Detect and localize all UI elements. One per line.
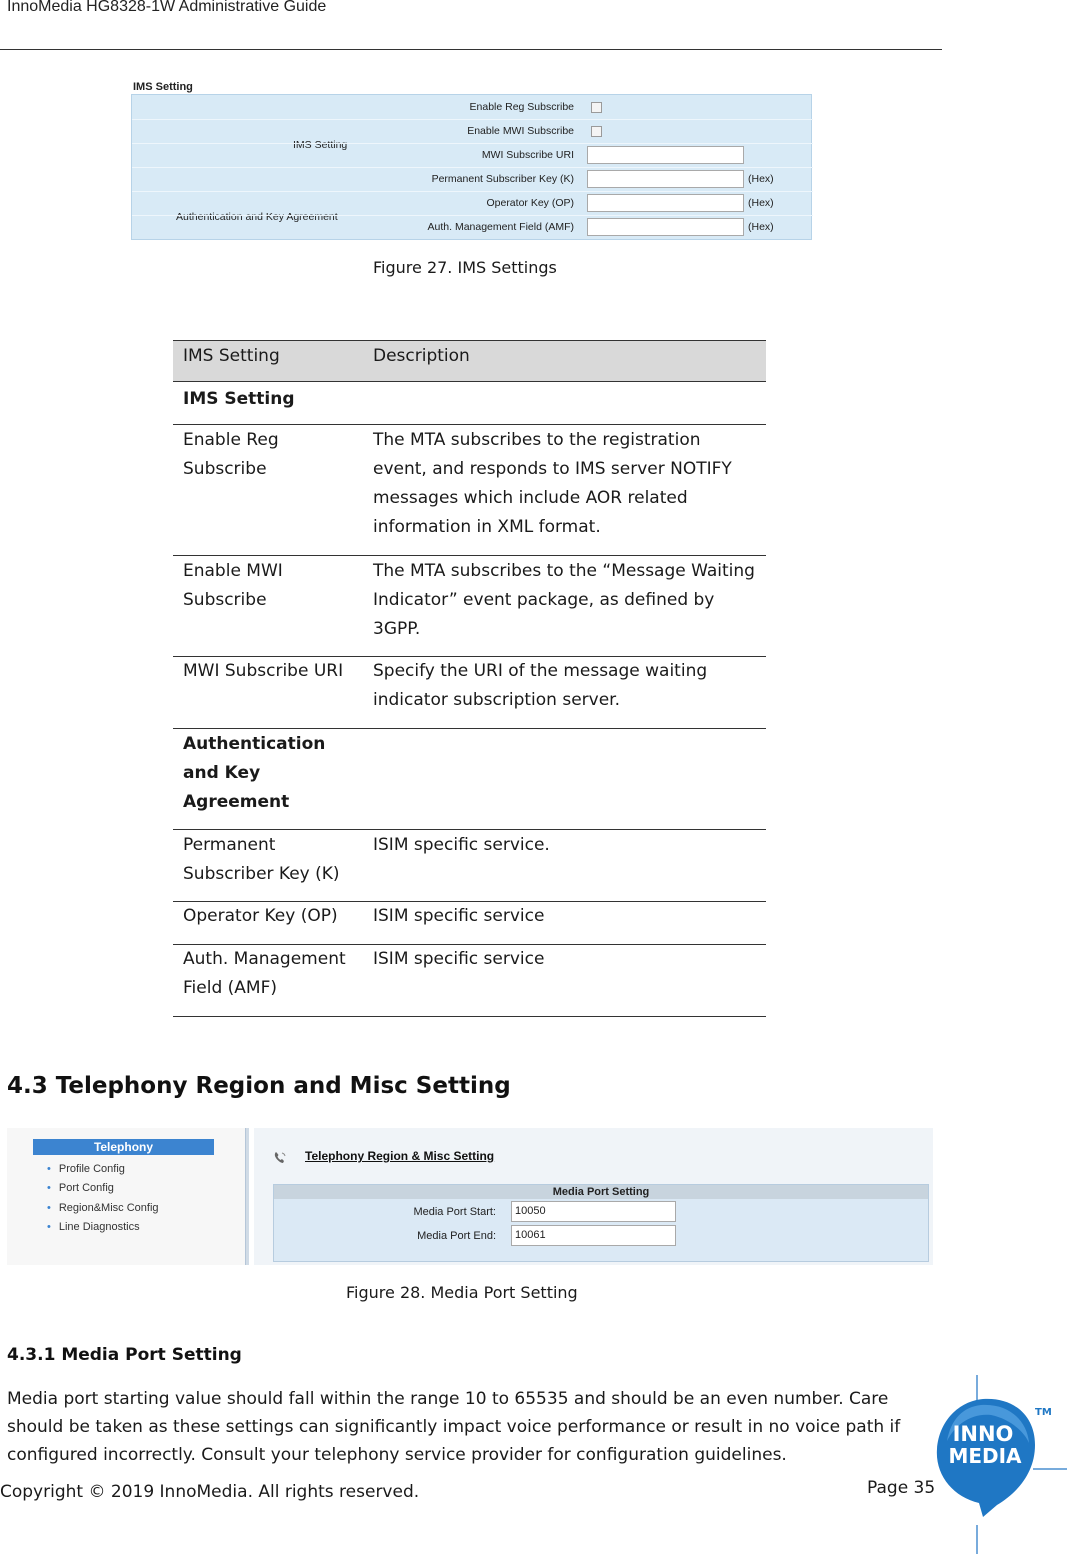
table-cell: ISIM specific service: [373, 949, 545, 969]
bullet-icon: •: [47, 1202, 51, 1214]
media-port-box-header: Media Port Setting: [274, 1185, 928, 1199]
table-cell: The MTA subscribes to the “Message Waiting Indicator” event package, as defined by 3GPP.: [373, 561, 755, 639]
bullet-icon: •: [47, 1221, 51, 1233]
amf-input[interactable]: [587, 218, 744, 236]
table-cell: ISIM specific service: [373, 906, 545, 926]
subsection-heading: 4.3.1 Media Port Setting: [7, 1345, 242, 1365]
table-row: [173, 657, 766, 729]
enable-mwi-subscribe-label: Enable MWI Subscribe: [467, 125, 574, 137]
sidebar-item-label: Region&Misc Config: [58, 1202, 159, 1214]
table-header-cell: Description: [373, 346, 470, 366]
amf-label: Auth. Management Field (AMF): [427, 221, 574, 233]
table-section-row: [173, 382, 766, 425]
sidebar-header: Telephony: [33, 1139, 214, 1155]
media-port-end-label: Media Port End:: [417, 1230, 496, 1242]
table-cell: Auth. Management Field (AMF): [183, 949, 346, 998]
mwi-subscribe-uri-label: MWI Subscribe URI: [481, 149, 574, 161]
table-section-row: [173, 729, 766, 830]
operator-key-input[interactable]: [587, 194, 744, 212]
pane-divider[interactable]: [245, 1128, 249, 1265]
group-label-ims-setting: IMS Setting: [293, 139, 348, 151]
operator-key-label: Operator Key (OP): [486, 197, 574, 209]
table-header-row: [173, 341, 766, 382]
logo-text-line2: MEDIA: [948, 1444, 1022, 1468]
table-cell: Enable Reg Subscribe: [183, 430, 279, 479]
mwi-subscribe-uri-input[interactable]: [587, 146, 744, 164]
sidebar-item-label: Line Diagnostics: [58, 1221, 140, 1233]
table-cell: Specify the URI of the message waiting indicator subscription server.: [373, 661, 708, 710]
logo-text-line1: INNO: [952, 1422, 1014, 1446]
table-cell: [363, 729, 766, 830]
table-cell: [363, 382, 766, 425]
table-cell: ISIM specific service.: [373, 835, 550, 855]
media-port-start-label: Media Port Start:: [413, 1206, 496, 1218]
phone-icon: [272, 1150, 288, 1166]
permanent-subscriber-key-input[interactable]: [587, 170, 744, 188]
table-row: [173, 902, 766, 945]
permanent-subscriber-key-label: Permanent Subscriber Key (K): [431, 173, 574, 185]
table-row: [173, 830, 766, 902]
table-row: [173, 556, 766, 657]
sidebar-item-line-diagnostics[interactable]: [47, 1221, 140, 1233]
innomedia-logo: [935, 1375, 1067, 1554]
hex-suffix: (Hex): [748, 173, 774, 185]
ims-settings-screenshot: [131, 80, 812, 240]
telephony-screenshot: [7, 1128, 933, 1265]
figure-28-caption: Figure 28. Media Port Setting: [346, 1283, 578, 1302]
enable-mwi-subscribe-checkbox[interactable]: [591, 126, 602, 137]
sidebar-item-label: Profile Config: [58, 1163, 125, 1175]
body-paragraph: Media port starting value should fall within the range 10 to 65535 and should be an even number. Care should be taken as these settings can significantly impact voice performance or result in no voice path if configured incorrectly. Consult your telephony service provider for configuration guidelines.: [7, 1389, 901, 1465]
section-heading: 4.3 Telephony Region and Misc Setting: [7, 1073, 511, 1099]
table-cell: Operator Key (OP): [183, 906, 338, 926]
bullet-icon: •: [47, 1182, 51, 1194]
sidebar-item-port-config[interactable]: [47, 1182, 114, 1194]
bullet-icon: •: [47, 1163, 51, 1175]
sidebar-item-profile-config[interactable]: [47, 1163, 125, 1175]
table-row: [173, 945, 766, 1017]
document-header-title: InnoMedia HG8328-1W Administrative Guide: [7, 0, 327, 15]
table-cell: IMS Setting: [183, 389, 295, 409]
logo-tm: TM: [1035, 1407, 1052, 1418]
sidebar-item-region-misc-config[interactable]: [47, 1202, 159, 1214]
table-cell: Authentication and Key Agreement: [183, 734, 326, 812]
ims-panel-title: IMS Setting: [133, 81, 193, 93]
table-cell: Permanent Subscriber Key (K): [183, 835, 340, 884]
media-port-setting-box: [273, 1184, 929, 1262]
enable-reg-subscribe-checkbox[interactable]: [591, 102, 602, 113]
page-title-link[interactable]: Telephony Region & Misc Setting: [305, 1149, 495, 1163]
figure-27-caption: Figure 27. IMS Settings: [373, 258, 557, 277]
table-cell: The MTA subscribes to the registration event, and responds to IMS server NOTIFY messages which include AOR related information in XML format.: [373, 430, 732, 537]
table-cell: Enable MWI Subscribe: [183, 561, 283, 610]
group-label-aka: Authentication and Key Agreement: [176, 211, 338, 223]
media-port-start-input[interactable]: 10050: [511, 1201, 676, 1222]
telephony-main-pane: [254, 1128, 933, 1265]
hex-suffix: (Hex): [748, 197, 774, 209]
ims-settings-panel: [131, 94, 812, 240]
footer-copyright: Copyright © 2019 InnoMedia. All rights reserved.: [0, 1482, 420, 1502]
telephony-sidebar: [7, 1128, 245, 1265]
sidebar-item-label: Port Config: [58, 1182, 114, 1194]
table-header-cell: IMS Setting: [183, 346, 280, 366]
table-cell: MWI Subscribe URI: [183, 661, 344, 681]
hex-suffix: (Hex): [748, 221, 774, 233]
ims-settings-table: [173, 340, 766, 1017]
enable-reg-subscribe-label: Enable Reg Subscribe: [469, 101, 574, 113]
table-row: [173, 425, 766, 556]
media-port-end-input[interactable]: 10061: [511, 1225, 676, 1246]
page-number: Page 35: [867, 1478, 936, 1498]
header-divider: [0, 49, 942, 50]
